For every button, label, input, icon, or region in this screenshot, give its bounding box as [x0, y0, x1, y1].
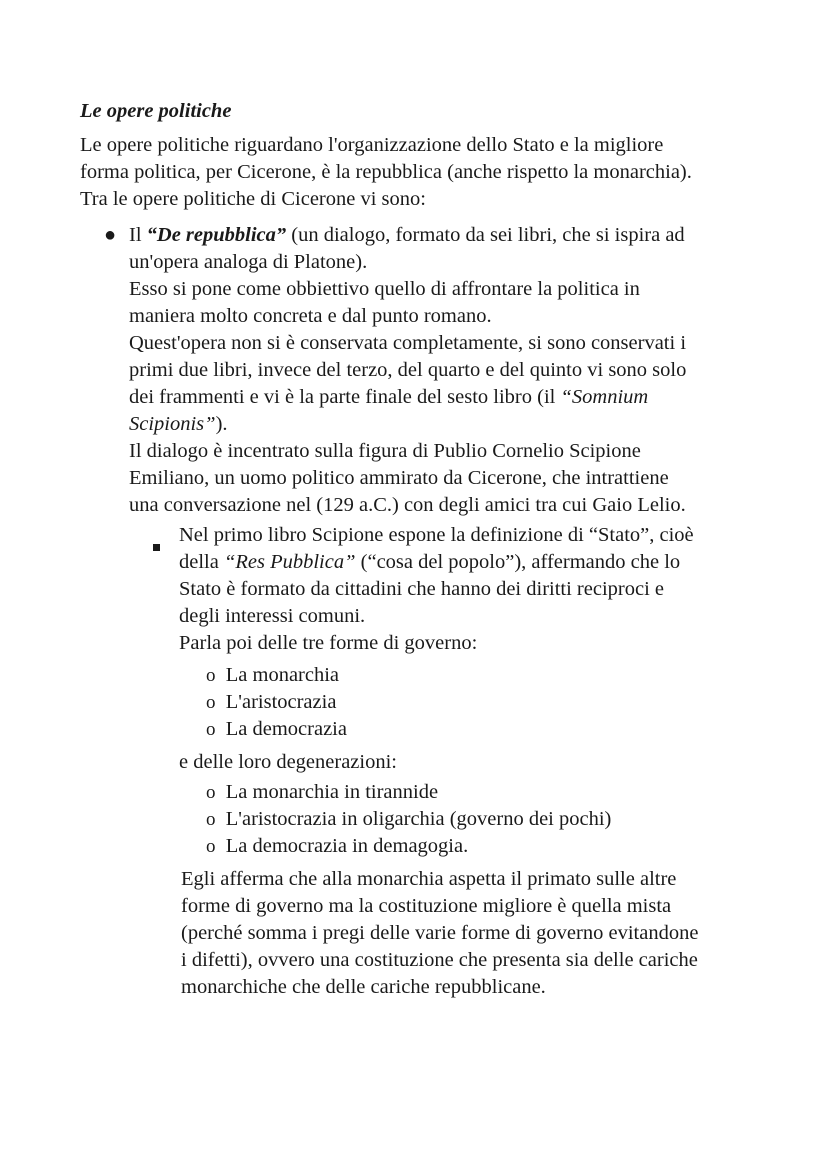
sub-line: Parla poi delle tre forme di governo: — [179, 632, 478, 654]
conclusion-line: monarchiche che delle cariche repubblicane. — [181, 976, 546, 998]
bullet-line: Il dialogo è incentrato sulla figura di Publio Cornelio Scipione — [129, 440, 641, 462]
circle-bullet-icon: o — [206, 782, 216, 803]
bullet-line: Quest'opera non si è conservata completamente, si sono conservati i — [129, 332, 687, 354]
forms-list — [206, 662, 347, 743]
sub-line: Stato è formato da cittadini che hanno dei diritti reciproci e — [179, 578, 664, 600]
somnium-title: “Somnium — [560, 386, 649, 408]
list-item: o L'aristocrazia in oligarchia (governo dei pochi) — [206, 808, 612, 830]
bullet-line: Scipionis”). — [129, 413, 228, 435]
sub-line: Nel primo libro Scipione espone la definizione di “Stato”, cioè — [179, 524, 694, 546]
conclusion-line: Egli afferma che alla monarchia aspetta il primato sulle altre — [181, 868, 677, 890]
list-item: o La monarchia — [206, 664, 340, 686]
circle-bullet-icon: o — [206, 692, 216, 713]
intro-line: Tra le opere politiche di Cicerone vi sono: — [80, 188, 426, 210]
first-book-item — [179, 522, 694, 657]
bullet-line: Emiliano, un uomo politico ammirato da Cicerone, che intrattiene — [129, 467, 669, 489]
list-item: o La democrazia in demagogia. — [206, 835, 469, 857]
list-item: o La democrazia — [206, 718, 347, 740]
bullet-line: primi due libri, invece del terzo, del quarto e del quinto vi sono solo — [129, 359, 687, 381]
conclusion-line: (perché somma i pregi delle varie forme di governo evitandone — [181, 922, 699, 944]
work-title: “De repubblica” — [146, 224, 287, 246]
list-item: o L'aristocrazia — [206, 691, 337, 713]
bullet-line: un'opera analoga di Platone). — [129, 251, 368, 273]
bullet-line: Esso si pone come obbiettivo quello di affrontare la politica in — [129, 278, 640, 300]
conclusion-paragraph — [181, 866, 698, 1001]
bullet-line: maniera molto concreta e dal punto romano. — [129, 305, 492, 327]
square-bullet-icon — [153, 532, 160, 559]
de-repubblica-item — [129, 222, 686, 519]
bullet-line: dei frammenti e vi è la parte finale del sesto libro (il “Somnium — [129, 386, 649, 408]
circle-bullet-icon: o — [206, 809, 216, 830]
intro-line: forma politica, per Cicerone, è la repubblica (anche rispetto la monarchia). — [80, 161, 692, 183]
section-heading: Le opere politiche — [80, 100, 232, 122]
bullet-first-line: Il “De repubblica” (un dialogo, formato da sei libri, che si ispira ad — [129, 224, 685, 246]
list-item: o La monarchia in tirannide — [206, 781, 439, 803]
res-pubblica-term: “Res Pubblica” — [223, 551, 356, 573]
circle-bullet-icon: o — [206, 836, 216, 857]
intro-paragraph — [80, 132, 692, 213]
circle-bullet-icon: o — [206, 665, 216, 686]
intro-line: Le opere politiche riguardano l'organizzazione dello Stato e la migliore — [80, 134, 664, 156]
sub-line: della “Res Pubblica” (“cosa del popolo”), affermando che lo — [179, 551, 681, 573]
degenerations-label: e delle loro degenerazioni: — [179, 751, 397, 773]
sub-line: degli interessi comuni. — [179, 605, 366, 627]
circle-bullet-icon: o — [206, 719, 216, 740]
conclusion-line: forme di governo ma la costituzione migliore è quella mista — [181, 895, 672, 917]
bullet-dot-icon: ● — [104, 224, 117, 246]
degenerations-list — [206, 779, 611, 860]
conclusion-line: i difetti), ovvero una costituzione che presenta sia delle cariche — [181, 949, 698, 971]
scipionis-title: Scipionis” — [129, 413, 216, 435]
bullet-line: una conversazione nel (129 a.C.) con degli amici tra cui Gaio Lelio. — [129, 494, 686, 516]
